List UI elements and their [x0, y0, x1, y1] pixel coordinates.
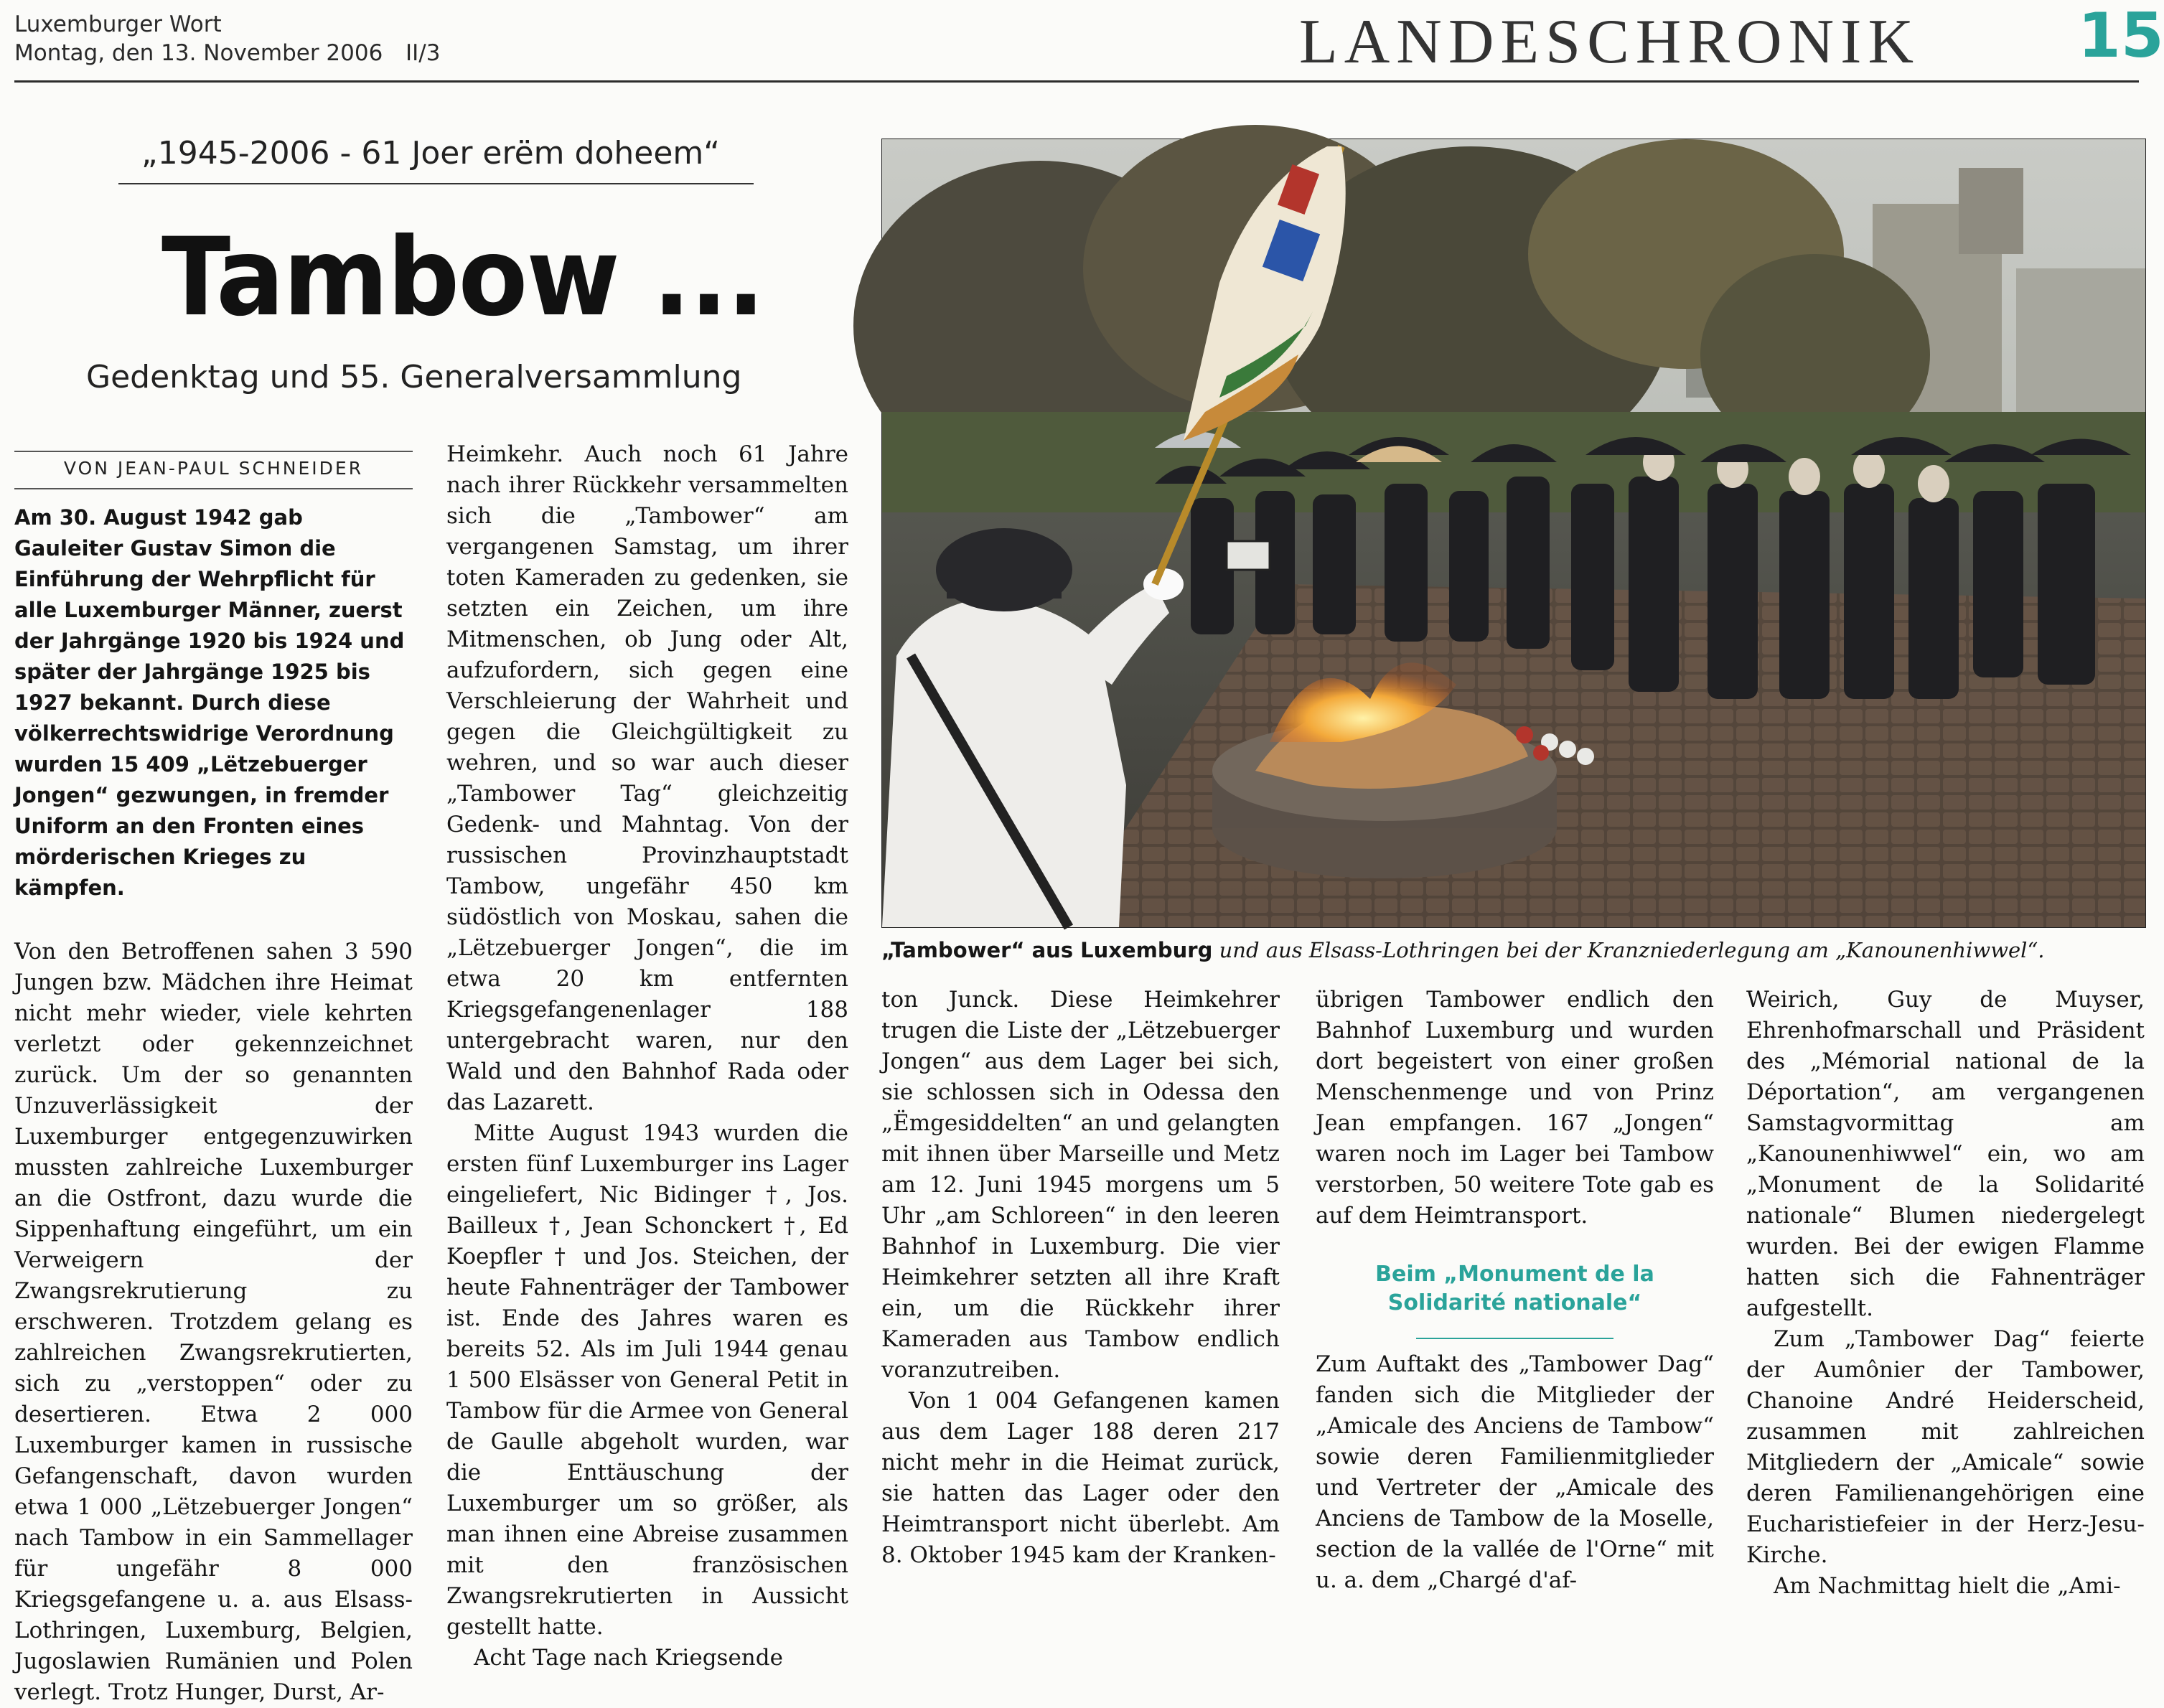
- subheadline: Gedenktag und 55. Generalversammlung: [86, 359, 742, 395]
- headline: Tambow ...: [161, 215, 764, 340]
- body-paragraph: Mitte August 1943 wurden die ersten fünf Luxemburger ins Lager eingeliefert, Nic Bidinger †, Jos. Bailleux †, Jean Schonckert †, Ed Koepfler † und Jos. Steichen, der heute Fahnenträger der Tambower ist. Ende des Jahres waren es bereits 52. Als im Juli 1944 genau 1 500 Elsässer von General Petit in Tambow für die Armee von General de Gaulle abgeholt wurden, war die Enttäuschung der Luxemburger um so größer, als man ihnen eine Abreise zusammen mit den französischen Zwangsrekrutierten in Aussicht gestellt hatte.: [446, 1120, 848, 1640]
- lead-paragraph: Am 30. August 1942 gab Gauleiter Gustav Simon die Einführung der Wehrpflicht für alle Luxemburger Männer, zuerst der Jahrgänge 1920 bis 1924 und später der Jahrgänge 1925 bis 1927 bekannt. Durch diese völkerrechtswidrige Verordnung wurden 15 409 „Lëtzebuerger Jongen“ gezwungen, in fremder Uniform an den Fronten eines mörderischen Krieges zu kämpfen.: [14, 505, 405, 900]
- body-paragraph: Am Nachmittag hielt die „Ami-: [1774, 1573, 2121, 1599]
- body-paragraph: Zum „Tambower Dag“ feierte der Aumônier der Tambower, Chanoine André Heiderscheid, zusammen mit zahlreichen Mitgliedern der „Amicale“ sowie deren Familienangehörigen eine Eucharistiefeier in der Herz-Jesu-Kirche.: [1746, 1326, 2145, 1568]
- body-paragraph: Weirich, Guy de Muyser, Ehrenhofmarschall und Präsident des „Mémorial national de la Déportation“, am vergangenen Samstagvormittag am „Kanounenhiwwel“ ein, wo am „Monument de la Solidarité nationale“ Blumen niedergelegt wurden. Bei der ewigen Flamme hatten sich die Fahnenträger aufgestellt.: [1746, 987, 2145, 1321]
- body-paragraph: Acht Tage nach Kriegsende: [474, 1645, 783, 1671]
- kicker: „1945-2006 - 61 Joer erëm doheem“: [141, 135, 721, 172]
- paper-name: Luxemburger Wort: [14, 11, 222, 37]
- column-3: [881, 985, 1280, 1568]
- photo-caption: [881, 938, 2145, 962]
- section-title: LANDESCHRONIK: [1299, 7, 1920, 77]
- photo-caption-text: und aus Elsass-Lothringen bei der Kranzniederlegung am „Kanounenhiwwel“.: [1212, 938, 2045, 962]
- edition-number: II/3: [406, 40, 441, 66]
- body-paragraph: ton Junck. Diese Heimkehrer trugen die Liste der „Lëtzebuerger Jongen“ aus dem Lager bei sich, sie schlossen sich in Odessa den „Ëmgesiddelten“ an und gelangten mit ihnen über Marseille und Metz am 12. Juni 1945 morgens um 5 Uhr „am Schloreen“ in den leeren Bahnhof in Luxemburg. Die vier Heimkehrer setzten all ihre Kraft ein, um die Rückkehr ihrer Kameraden aus Tambow endlich voranzutreiben.: [881, 987, 1280, 1383]
- body-paragraph: Von den Betroffenen sahen 3 590 Jungen bzw. Mädchen ihre Heimat nicht mehr wieder, viele kehrten verletzt oder gekennzeichnet zurück. Um der so genannten Unzuverlässigkeit der Luxemburger entgegenzuwirken mussten zahlreiche Luxemburger an die Ostfront, dazu wurde die Sippenhaftung eingeführt, um ein Verweigern der Zwangsrekrutierung zu erschweren. Trotzdem gelang es zahlreichen Zwangsrekrutierten, sich zu „verstoppen“ oder zu desertieren. Etwa 2 000 Luxemburger kamen in russische Gefangenschaft, davon wurden etwa 1 000 „Lëtzebuerger Jongen“ nach Tambow in ein Sammellager für ungefähr 8 000 Kriegsgefangene u. a. aus Elsass-Lothringen, Luxemburg, Belgien, Jugoslawien Rumänien und Polen verlegt. Trotz Hunger, Durst, Ar-: [14, 939, 413, 1705]
- memorial-ceremony-photo: [881, 139, 2146, 928]
- body-paragraph: Von 1 004 Gefangenen kamen aus dem Lager 188 deren 217 nicht mehr in die Heimat zurück, sie hatten das Lager oder den Heimtransport nicht überlebt. Am 8. Oktober 1945 kam der Kranken-: [881, 1388, 1280, 1568]
- byline: VON JEAN-PAUL SCHNEIDER: [63, 458, 364, 479]
- column-5: [1746, 985, 2145, 1599]
- body-paragraph: Zum Auftakt des „Tambower Dag“ fanden sich die Mitglieder der „Amicale des Anciens de Tambow“ sowie deren Familienmitglieder und Vertreter der „Amicale des Anciens de Tambow de la Moselle, section de la vallée de l'Orne“ mit u. a. dem „Chargé d'af-: [1316, 1351, 1714, 1593]
- photo-caption-bold: „Tambower“ aus Luxemburg: [881, 938, 1213, 962]
- kicker-rule: [118, 183, 754, 184]
- masthead-left: [14, 10, 441, 67]
- intertitle: Beim „Monument de la Solidarité nationale“: [1375, 1262, 1654, 1315]
- byline-rule-top: [14, 451, 413, 452]
- column-2: [446, 439, 848, 1671]
- byline-rule-bottom: [14, 488, 413, 489]
- column-4: [1316, 985, 1714, 1593]
- body-paragraph: übrigen Tambower endlich den Bahnhof Luxemburg und wurden dort begeistert von einer großen Menschenmenge und von Prinz Jean empfangen. 167 „Jongen“ waren noch im Lager bei Tambow verstorben, 50 weitere Tote gab es auf dem Heimtransport.: [1316, 987, 1714, 1229]
- page-number: 15: [2078, 0, 2164, 72]
- column-1: [14, 502, 413, 1705]
- intertitle-rule: [1416, 1338, 1613, 1339]
- issue-date: Montag, den 13. November 2006: [14, 40, 383, 66]
- body-paragraph: Heimkehr. Auch noch 61 Jahre nach ihrer Rückkehr versammelten sich die „Tambower“ am vergangenen Samstag, um ihrer toten Kameraden zu gedenken, sie setzten ein Zeichen, um ihre Mitmenschen, ob Jung oder Alt, aufzufordern, sich gegen eine Verschleierung der Wahrheit und gegen die Gleichgültigkeit zu wehren, und so war auch dieser „Tambower Tag“ gleichzeitig Gedenk- und Mahntag. Von der russischen Provinzhauptstadt Tambow, ungefähr 450 km südöstlich von Moskau, sahen die „Lëtzebuerger Jongen“, die im etwa 20 km entfernten Kriegsgefangenenlager 188 untergebracht waren, nur den Wald und den Bahnhof Rada oder das Lazarett.: [446, 441, 848, 1115]
- masthead-rule: [14, 80, 2139, 83]
